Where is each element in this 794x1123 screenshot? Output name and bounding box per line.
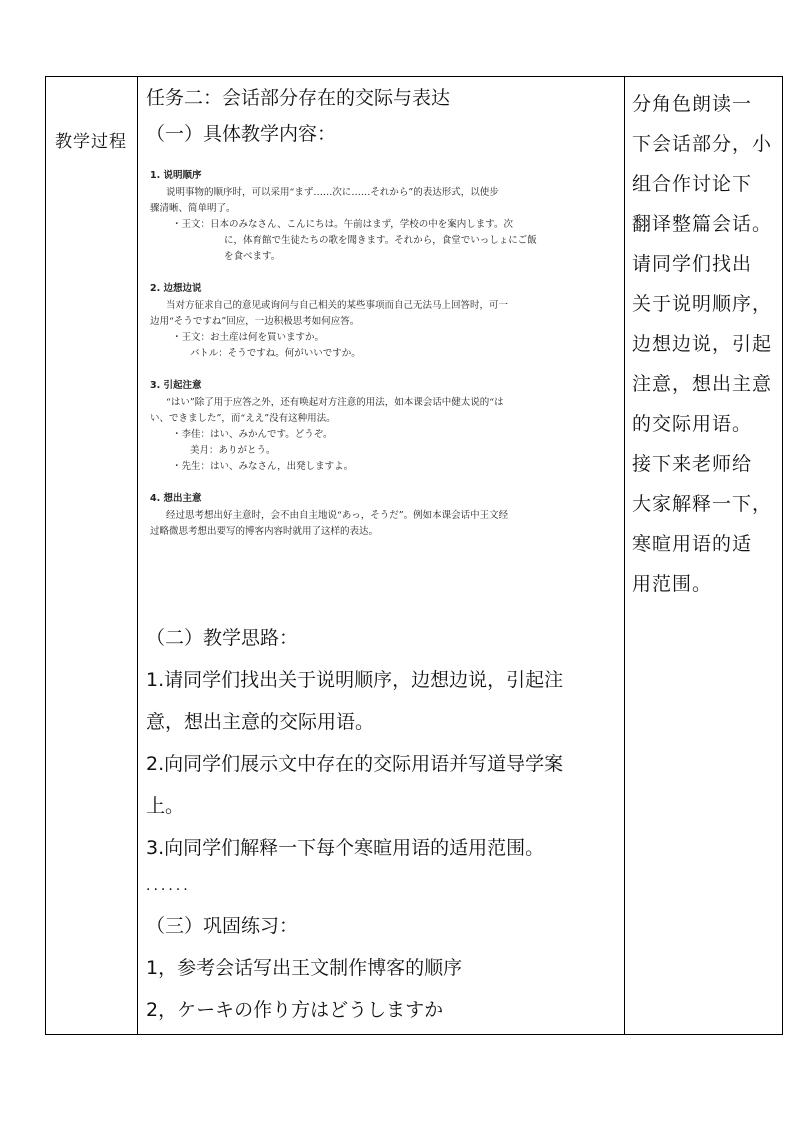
table-left-border — [45, 76, 46, 1035]
table-top-border — [45, 76, 783, 77]
lower-section — [146, 624, 620, 1038]
excerpt-section-3 — [150, 378, 610, 475]
activity-line: 用范围。 — [632, 573, 713, 595]
example-line: を食べます。 — [224, 251, 281, 262]
idea-2-line-2: 上。 — [146, 795, 185, 817]
main-cell — [146, 84, 620, 148]
paragraph: 当对方征求自己的意见或询问与自己相关的某些事项而自己无法马上回答时，可一 — [166, 300, 509, 311]
example-line: に，体育館で生徒たちの歌を聞きます。それから，食堂でいっしょにご飯 — [224, 235, 537, 246]
activity-line: 的交际用语。 — [632, 413, 753, 435]
table-divider-1 — [137, 76, 138, 1035]
section3-heading: （三）巩固练习： — [146, 915, 299, 937]
example-line: 美月：ありがとう。 — [190, 445, 276, 456]
paragraph: い、できました”，而“ええ”没有这种用法。 — [150, 413, 336, 424]
example-line: ・先生：はい、みなさん，出発しますよ。 — [172, 461, 354, 472]
example-line: バトル：そうですね。何がいいですか。 — [190, 348, 361, 359]
excerpt-section-1 — [150, 168, 610, 265]
excerpt-section-2 — [150, 281, 610, 362]
activity-line: 注意，想出主意 — [632, 373, 773, 395]
idea-1-line-1: 1.请同学们找出关于说明顺序，边想边说，引起注 — [146, 669, 564, 691]
activity-line: 接下来老师给 — [632, 453, 753, 475]
activity-line: 关于说明顺序， — [632, 293, 773, 315]
section-title: 1. 说明顺序 — [150, 170, 202, 181]
idea-2-line-1: 2.向同学们展示文中存在的交际用语并写道导学案 — [146, 753, 564, 775]
section-title: 4. 想出主意 — [150, 493, 202, 504]
paragraph: 过略微思考想出要写的博客内容时就用了这样的表达。 — [150, 526, 379, 537]
example-line: ・王文：お土産は何を買いますか。 — [172, 332, 325, 343]
activity-line: 翻译整篇会话。 — [632, 213, 773, 235]
paragraph: 说明事物的顺序时，可以采用“まず……次に……それから”的表达形式，以使步 — [166, 187, 499, 198]
activity-line: 请同学们找出 — [632, 253, 753, 275]
section-title: 2. 边想边说 — [150, 283, 202, 294]
table-right-border — [782, 76, 783, 1035]
paragraph: 边用“そうですね”回应，一边积极思考如何应答。 — [150, 316, 360, 327]
activity-line: 大家解释一下， — [632, 493, 773, 515]
embedded-textbook-excerpt — [150, 168, 610, 540]
practice-1: 1，参考会话写出王文制作博客的顺序 — [146, 957, 463, 979]
paragraph: “はい”除了用于应答之外，还有唤起对方注意的用法，如本课会话中健太说的“は — [166, 397, 504, 408]
example-line: ・王文：日本のみなさん、こんにちは。午前はまず，学校の中を案内します。次 — [172, 219, 514, 230]
practice-2: 2，ケーキの作り方はどうしますか — [146, 999, 444, 1021]
ellipsis: ...... — [146, 878, 191, 894]
table-divider-2 — [624, 76, 625, 1035]
section1-heading: （一）具体教学内容： — [146, 123, 337, 145]
section-title: 3. 引起注意 — [150, 380, 202, 391]
activity-line: 下会话部分，小 — [632, 133, 773, 155]
paragraph: 经过思考想出好主意时，会不由自主地说“あっ，そうだ”。例如本课会话中王文经 — [166, 510, 509, 521]
activity-column — [632, 84, 782, 604]
section2-heading: （二）教学思路： — [146, 627, 299, 649]
paragraph: 骤清晰、简单明了。 — [150, 203, 236, 214]
activity-line: 分角色朗读一 — [632, 93, 753, 115]
excerpt-section-4 — [150, 491, 610, 540]
activity-line: 寒暄用语的适 — [632, 533, 753, 555]
row-label-teaching-process: 教学过程 — [55, 132, 127, 152]
idea-1-line-2: 意，想出主意的交际用语。 — [146, 711, 375, 733]
idea-3: 3.向同学们解释一下每个寒暄用语的适用范围。 — [146, 837, 545, 859]
activity-line: 组合作讨论下 — [632, 173, 753, 195]
activity-line: 边想边说，引起 — [632, 333, 773, 355]
example-line: ・李佳：はい、みかんです。どうぞ。 — [172, 429, 333, 440]
task-title: 任务二：会话部分存在的交际与表达 — [146, 87, 451, 109]
